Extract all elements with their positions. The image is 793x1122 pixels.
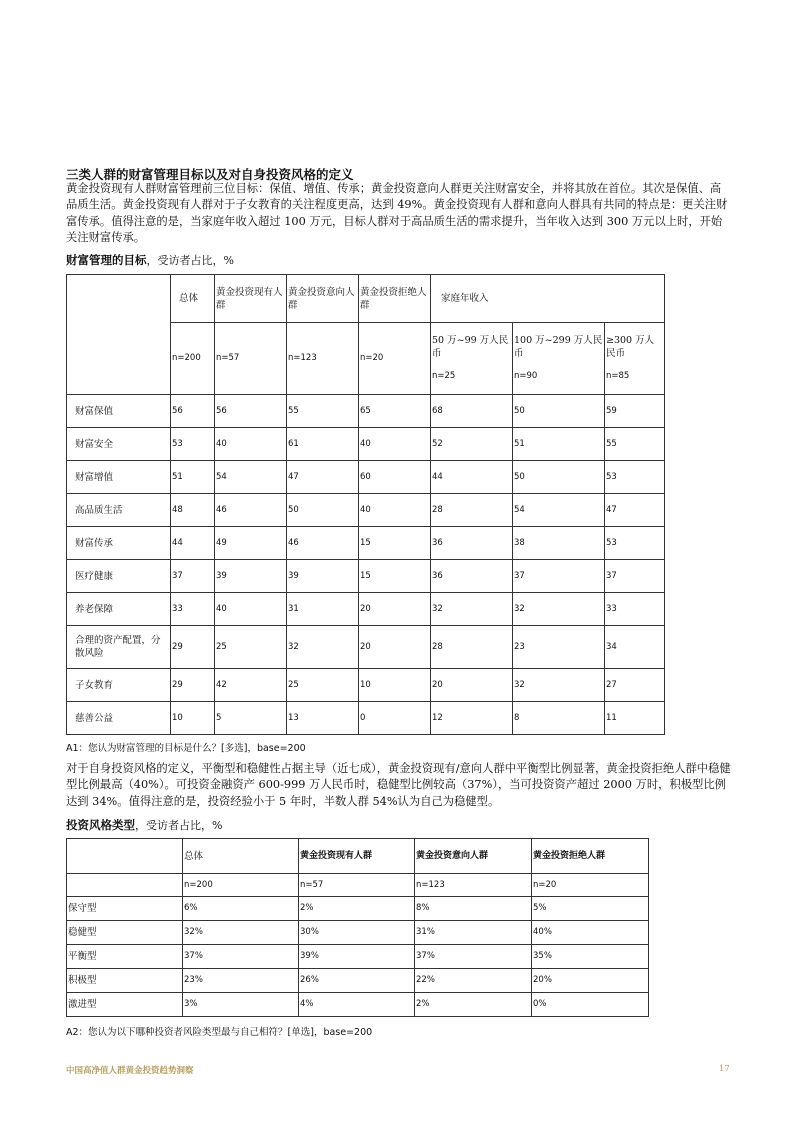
table1-cell: 15 [359,560,431,593]
table1-cell: 37 [513,560,605,593]
table2-cell: 37% [183,945,299,969]
table2-cell: 22% [415,969,532,993]
table1-cell: 27 [605,669,665,702]
table1-cell: 32 [513,669,605,702]
table2-cell: 31% [415,921,532,945]
page-number: 17 [719,1064,730,1074]
income-label: 50 万~99 万人民币 [432,335,509,359]
table1-caption-bold: 财富管理的目标 [66,253,147,267]
table1-cell: 46 [287,527,359,560]
income-n: n=85 [606,371,630,381]
table1-row [67,395,665,428]
footer-title: 中国高净值人群黄金投资趋势洞察 [66,1066,194,1076]
table2-cell: 20% [532,969,649,993]
table1-cell: 46 [215,494,287,527]
table1-cell: 28 [431,494,513,527]
table1-cell: 37 [171,560,215,593]
table2-cell: 2% [299,897,415,921]
table2-n-value: n=57 [299,874,415,897]
table2-row-label: 稳健型 [67,921,183,945]
table1-row-label: 财富传承 [67,527,171,560]
table2-cell: 8% [415,897,532,921]
table2-row [67,993,649,1017]
table2-cell: 40% [532,921,649,945]
table1-cell: 53 [605,461,665,494]
table1-row-label: 慈善公益 [67,702,171,735]
table1-cell: 8 [513,702,605,735]
table1-row [67,626,665,669]
table2-caption [66,817,222,833]
table1-row [67,702,665,735]
table2-n-value: n=200 [183,874,299,897]
table1-row [67,494,665,527]
table1-cell: 36 [431,560,513,593]
table1-cell: 56 [171,395,215,428]
table1-row-label: 高品质生活 [67,494,171,527]
table1-row [67,461,665,494]
table1-cell: 51 [513,428,605,461]
table1-cell: 32 [287,626,359,669]
table1-header: 黄金投资拒绝人群 [359,275,431,323]
table2-cell: 26% [299,969,415,993]
table2-header: 黄金投资现有人群 [299,839,415,874]
table1-cell: 34 [605,626,665,669]
table2-cell: 6% [183,897,299,921]
table2-caption-rest: ，受访者占比，% [135,819,223,832]
table2-row-label: 保守型 [67,897,183,921]
table1-cell: 0 [359,702,431,735]
table2-row [67,945,649,969]
table2-row-label: 平衡型 [67,945,183,969]
table2-cell: 32% [183,921,299,945]
table1-row-label: 合理的资产配置，分散风险 [67,626,171,669]
table2-n-value: n=123 [415,874,532,897]
style-paragraph: 对于自身投资风格的定义，平衡型和稳健性占据主导（近七成），黄金投资现有/意向人群中平衡型比例显著，黄金投资拒绝人群中稳健型比例最高（40%）。可投资金融资产 600-999 万人民币时，稳健型比例较高（37%），当可投资资产超过 2000 万时，积极型比例达到 34%。值得注意的是，投资经验小于 5 年时，半数人群 54%认为自己为稳健型。 [66,762,731,808]
table1-n-value: n=200 [171,323,215,395]
table1-cell: 52 [431,428,513,461]
table1-cell: 50 [287,494,359,527]
table1-cell: 59 [605,395,665,428]
intro-paragraph: 黄金投资现有人群财富管理前三位目标：保值、增值、传承；黄金投资意向人群更关注财富安全，并将其放在首位。其次是保值、高品质生活。黄金投资现有人群对于子女教育的关注程度更高，达到 49%。黄金投资现有人群和意向人群具有共同的特点是：更关注财富传承。值得注意的是，当家庭年收入超过 100 万元，目标人群对于高品质生活的需求提升，当年收入达到 300 万元以上时，开始关注财富传承。 [66,182,728,245]
table1-cell: 49 [215,527,287,560]
table1-cell: 32 [513,593,605,626]
table1-row [67,527,665,560]
table1-cell: 54 [215,461,287,494]
table1-cell: 65 [359,395,431,428]
table1-cell: 13 [287,702,359,735]
table1-corner [67,275,171,395]
table1-cell: 53 [605,527,665,560]
table1-cell: 51 [171,461,215,494]
table2-caption-bold: 投资风格类型 [66,818,135,832]
table1-cell: 29 [171,669,215,702]
table1-cell: 40 [359,494,431,527]
table1-row-label: 医疗健康 [67,560,171,593]
table2-cell: 4% [299,993,415,1017]
table1-cell: 15 [359,527,431,560]
table1-cell: 47 [287,461,359,494]
wealth-goals-table [66,274,665,735]
table2-body [67,897,649,1017]
table1-cell: 37 [605,560,665,593]
table1-cell: 39 [287,560,359,593]
table1-cell: 36 [431,527,513,560]
table1-row [67,593,665,626]
table1-cell: 5 [215,702,287,735]
investment-style-table [66,838,649,1017]
table1-cell: 39 [215,560,287,593]
section-title: 三类人群的财富管理目标以及对自身投资风格的定义 [66,167,354,182]
table2-cell: 0% [532,993,649,1017]
table1-cell: 12 [431,702,513,735]
table2-row [67,921,649,945]
table1-note: A1：您认为财富管理的目标是什么？[多选]，base=200 [66,743,306,754]
table1-n-value: n=57 [215,323,287,395]
table1-row-label: 财富安全 [67,428,171,461]
table2-row [67,969,649,993]
table2-corner [67,874,183,897]
table2-cell: 37% [415,945,532,969]
table2-header: 黄金投资拒绝人群 [532,839,649,874]
table1-cell: 25 [287,669,359,702]
table2-cell: 23% [183,969,299,993]
table1-cell: 33 [171,593,215,626]
table1-row-label: 财富保值 [67,395,171,428]
table1-cell: 23 [513,626,605,669]
table1-cell: 44 [171,527,215,560]
table1-income-group [605,323,665,395]
table1-cell: 60 [359,461,431,494]
table1-income-group [513,323,605,395]
table2-row-label: 积极型 [67,969,183,993]
table1-cell: 55 [287,395,359,428]
table2-cell: 35% [532,945,649,969]
table1-cell: 10 [359,669,431,702]
table1-cell: 38 [513,527,605,560]
table1-row [67,560,665,593]
table1-cell: 40 [359,428,431,461]
income-label: 100 万~299 万人民币 [514,335,603,359]
table1-cell: 50 [513,461,605,494]
income-n: n=90 [514,371,538,381]
table2-cell: 30% [299,921,415,945]
table1-row [67,669,665,702]
table1-caption-rest: ，受访者占比，% [146,254,234,267]
income-n: n=25 [432,371,456,381]
table1-body [67,395,665,735]
table1-cell: 31 [287,593,359,626]
table2-row [67,897,649,921]
table1-cell: 44 [431,461,513,494]
table1-row-label: 财富增值 [67,461,171,494]
table1-cell: 28 [431,626,513,669]
table1-cell: 10 [171,702,215,735]
table2-cell: 39% [299,945,415,969]
table2-header: 黄金投资意向人群 [415,839,532,874]
table1-cell: 40 [215,428,287,461]
table1-row [67,428,665,461]
table1-cell: 40 [215,593,287,626]
table1-header-income: 家庭年收入 [431,275,665,323]
table1-cell: 50 [513,395,605,428]
table1-n-value: n=123 [287,323,359,395]
table1-header: 总体 [171,275,215,323]
table2-note: A2：您认为以下哪种投资者风险类型最与自己相符？[单选]，base=200 [66,1027,373,1038]
table2-row-label: 激进型 [67,993,183,1017]
table1-cell: 20 [359,593,431,626]
table1-cell: 56 [215,395,287,428]
table1-cell: 48 [171,494,215,527]
table1-cell: 32 [431,593,513,626]
table1-cell: 53 [171,428,215,461]
table1-cell: 55 [605,428,665,461]
table1-row-label: 子女教育 [67,669,171,702]
table1-cell: 20 [359,626,431,669]
table1-n-value: n=20 [359,323,431,395]
table1-cell: 33 [605,593,665,626]
table1-caption [66,252,234,268]
table1-cell: 29 [171,626,215,669]
table2-cell: 2% [415,993,532,1017]
table2-corner [67,839,183,874]
table2-cell: 5% [532,897,649,921]
table1-cell: 11 [605,702,665,735]
table1-cell: 54 [513,494,605,527]
table1-header: 黄金投资意向人群 [287,275,359,323]
table1-income-group [431,323,513,395]
table2-cell: 3% [183,993,299,1017]
table1-header: 黄金投资现有人群 [215,275,287,323]
table1-cell: 25 [215,626,287,669]
table2-n-value: n=20 [532,874,649,897]
table1-cell: 47 [605,494,665,527]
income-label: ≥300 万人民币 [606,335,655,359]
table2-header: 总体 [183,839,299,874]
table1-row-label: 养老保障 [67,593,171,626]
table1-cell: 68 [431,395,513,428]
table1-cell: 61 [287,428,359,461]
table1-cell: 42 [215,669,287,702]
table1-cell: 20 [431,669,513,702]
